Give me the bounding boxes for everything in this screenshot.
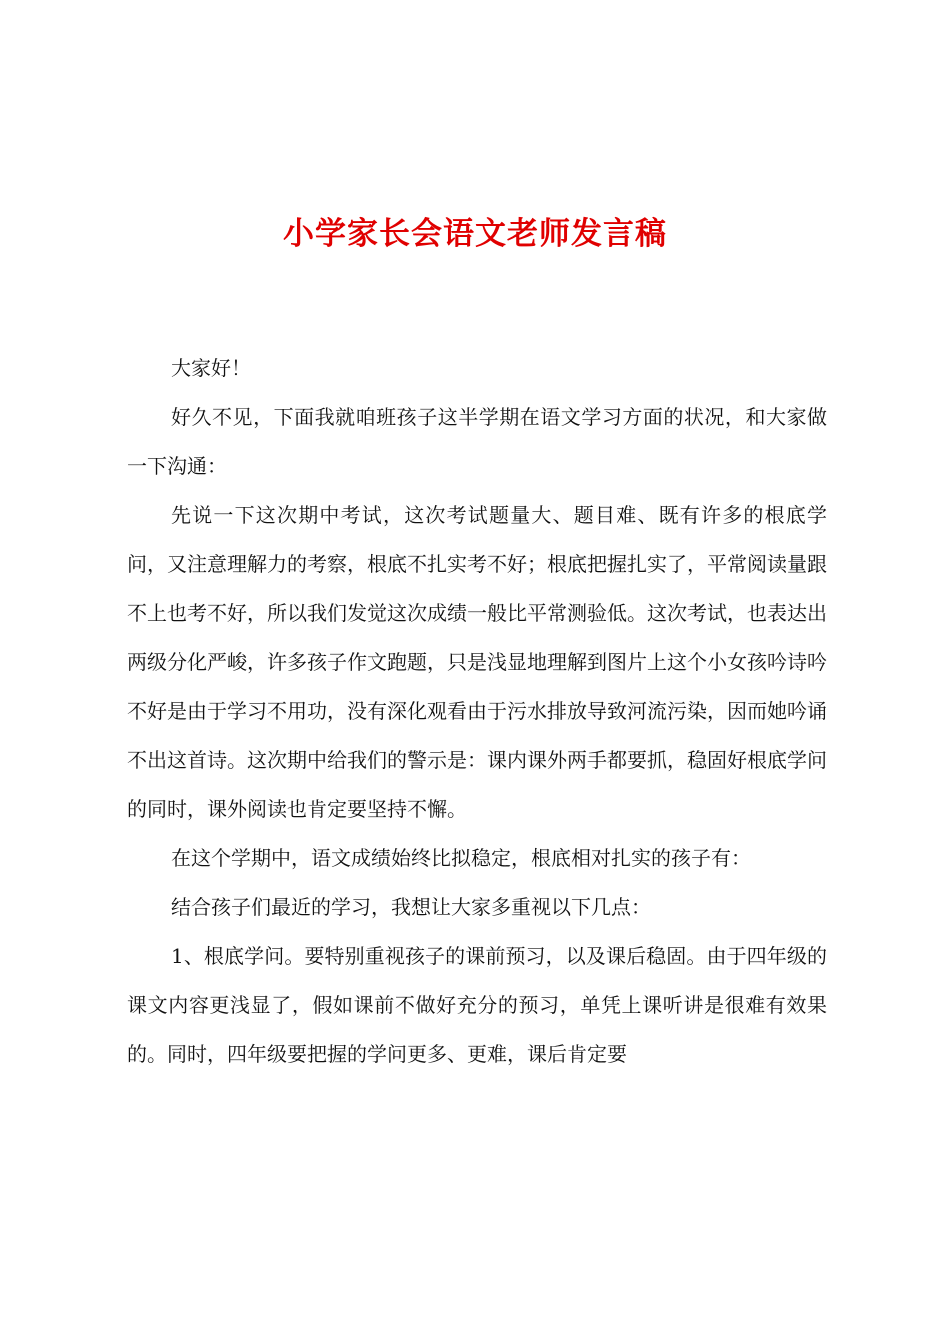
paragraph-intro: 好久不见，下面我就咱班孩子这半学期在语文学习方面的状况，和大家做一下沟通：: [127, 405, 827, 478]
paragraph-greeting: 大家好！: [171, 356, 251, 380]
document-title: 小学家长会语文老师发言稿: [283, 216, 667, 252]
paragraph-point-1: 1、根底学问。要特别重视孩子的课前预习，以及课后稳固。由于四年级的课文内容更浅显了，假如课前不做好充分的预习，单凭上课听讲是很难有效果的。同时，四年级要把握的学问更多、更难，课后肯定要: [127, 944, 827, 1066]
paragraph-midterm-exam: 先说一下这次期中考试，这次考试题量大、题目难、既有许多的根底学问，又注意理解力的考察，根底不扎实考不好；根底把握扎实了，平常阅读量跟不上也考不好，所以我们发觉这次成绩一般比平常测验低。这次考试，也表达出两级分化严峻，许多孩子作文跑题，只是浅显地理解到图片上这个小女孩吟诗吟不好是由于学习不用功，没有深化观看由于污水排放导致河流污染，因而她吟诵不出这首诗。这次期中给我们的警示是：课内课外两手都要抓，稳固好根底学问的同时，课外阅读也肯定要坚持不懈。: [127, 503, 827, 821]
document-body: [127, 344, 827, 1079]
paragraph-stable-students: 在这个学期中，语文成绩始终比拟稳定，根底相对扎实的孩子有：: [171, 846, 751, 870]
paragraph-key-points: 结合孩子们最近的学习，我想让大家多重视以下几点：: [171, 895, 651, 919]
